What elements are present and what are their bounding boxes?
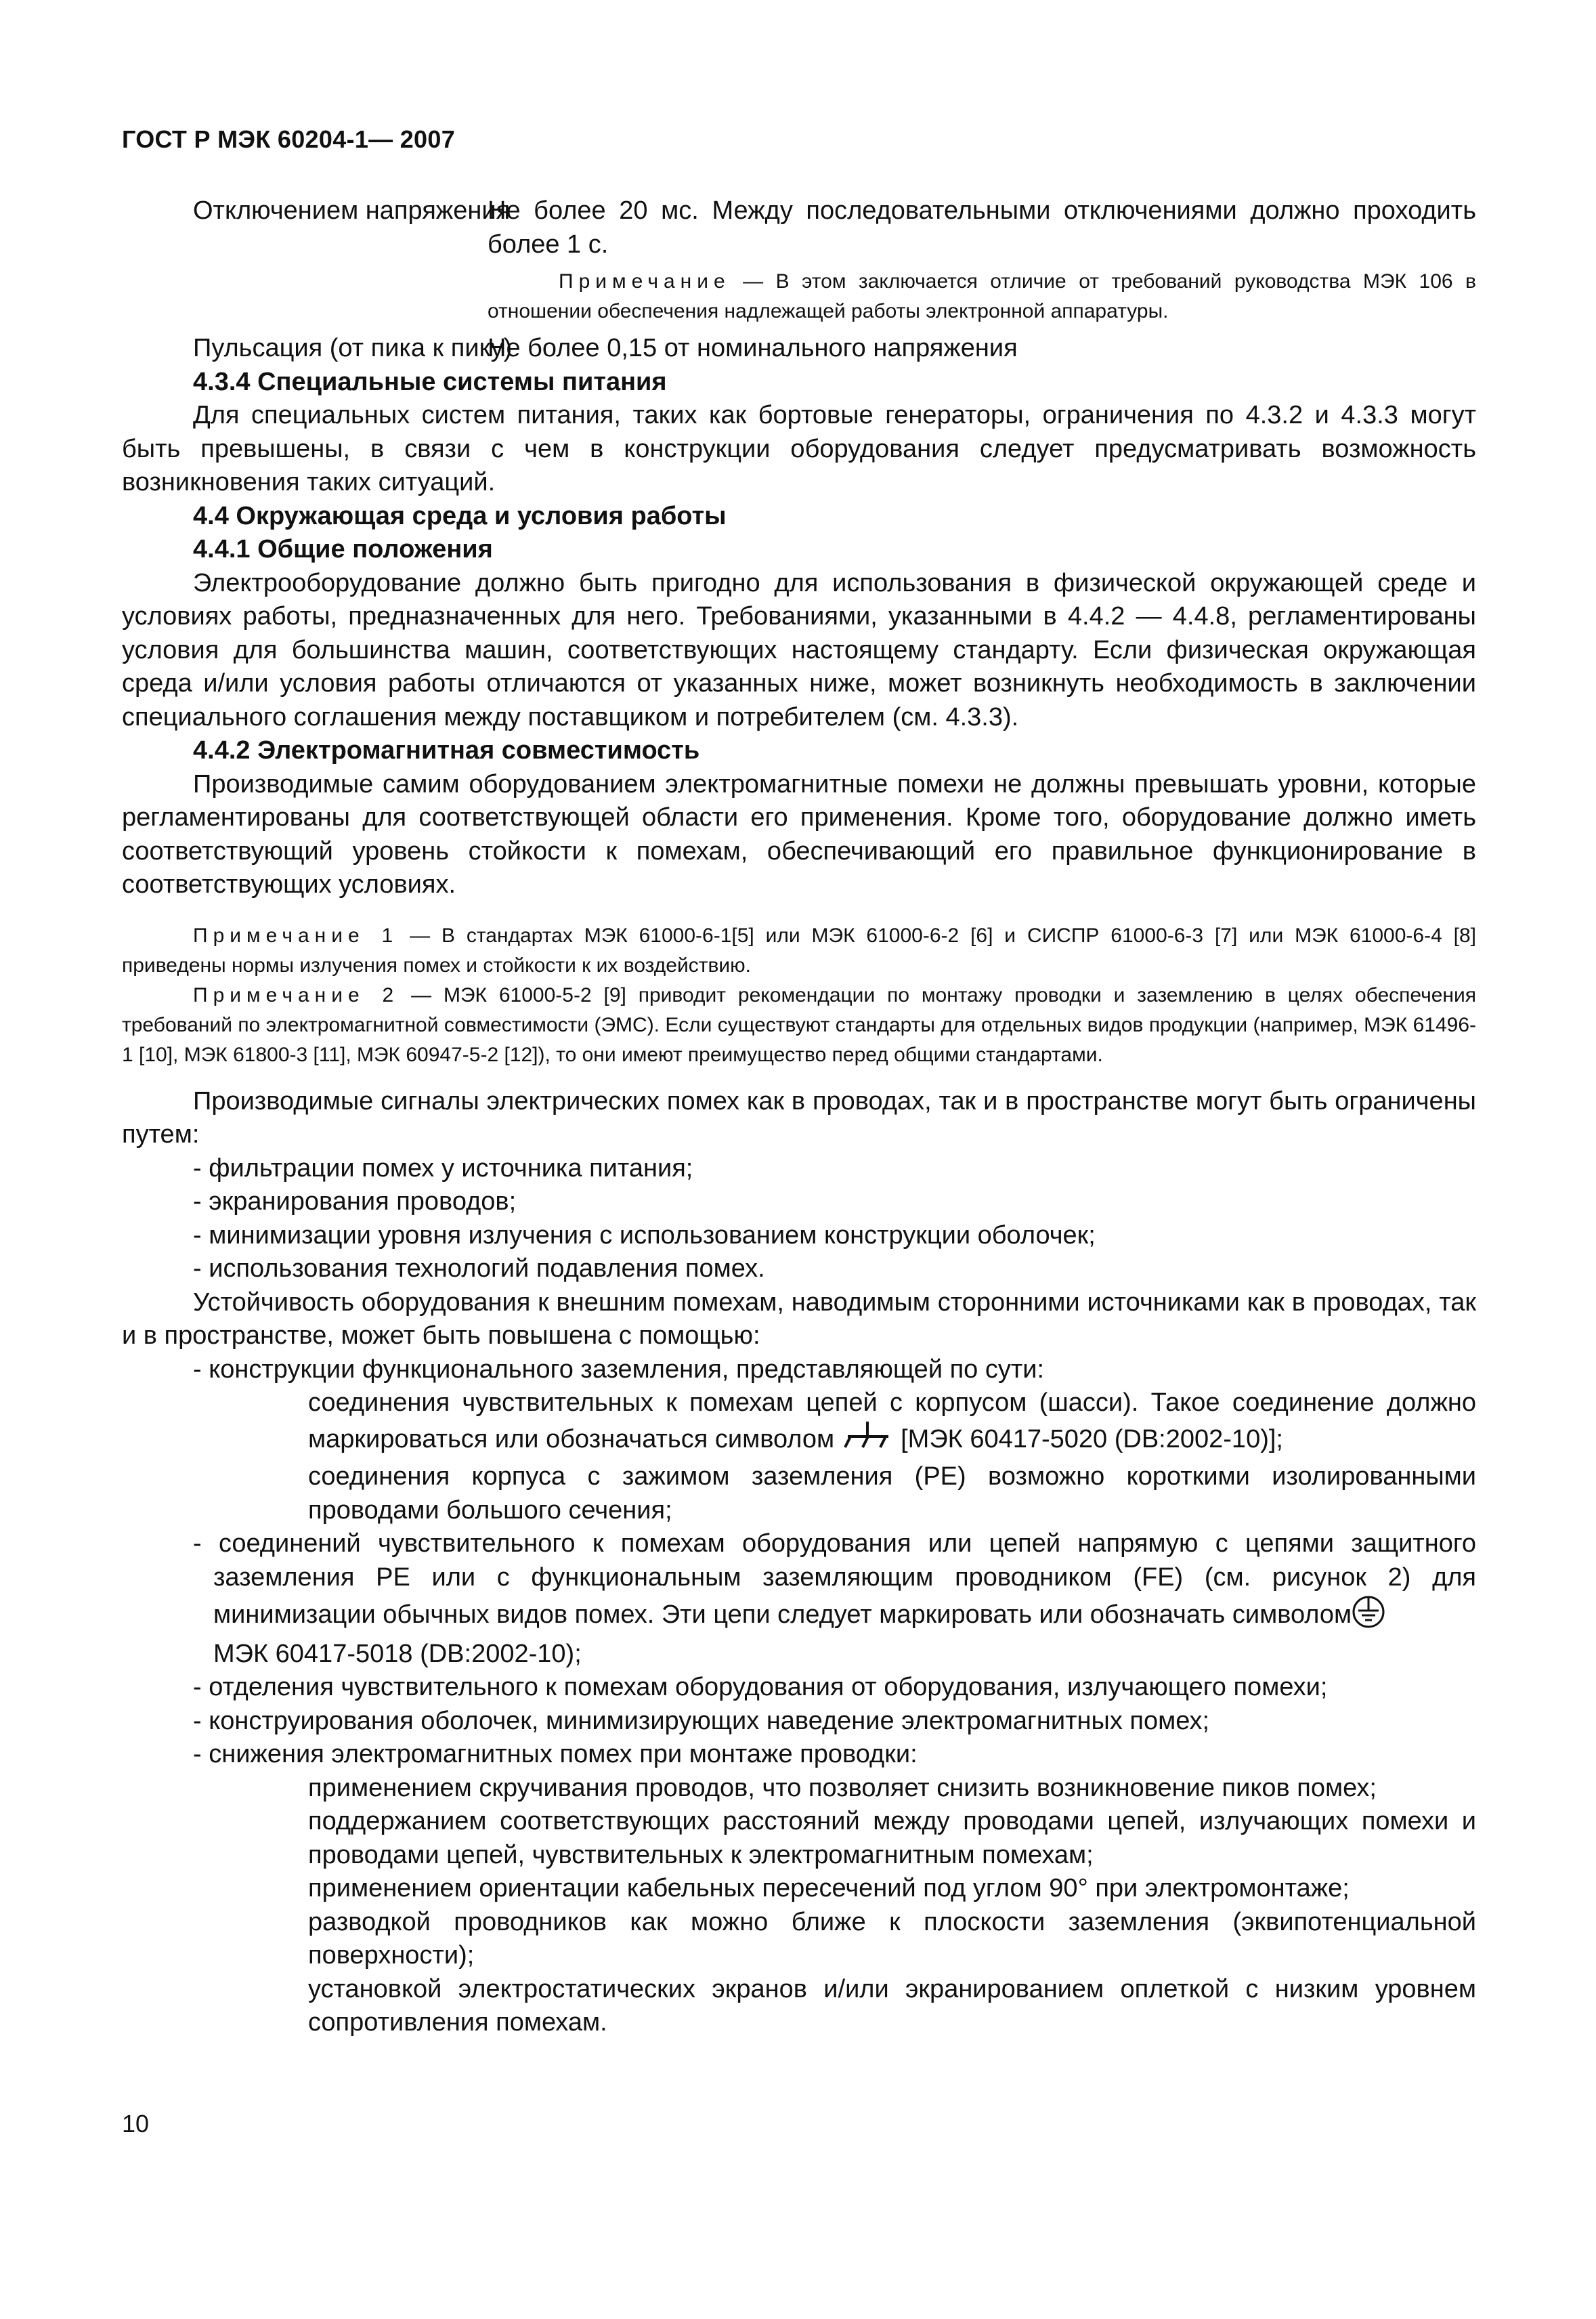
- list-item-pe: [122, 1527, 1476, 1671]
- list-item-text: МЭК 60417-5018 (DB:2002-10);: [213, 1639, 582, 1668]
- note-1: [122, 921, 1476, 981]
- section-heading-4-4: 4.4 Окружающая среда и условия работы: [193, 501, 727, 530]
- wiring-sub-item: применением ориентации кабельных пересечений под углом 90° при электромонтаже;: [308, 1874, 1350, 1902]
- notes-block: [122, 921, 1476, 1070]
- page-number: 10: [122, 2110, 150, 2137]
- section-heading-4-4-1: 4.4.1 Общие положения: [193, 535, 493, 563]
- document-header: ГОСТ Р МЭК 60204-1— 2007: [122, 125, 456, 153]
- sub-item-text: [МЭК 60417-5020 (DB:2002-10)];: [901, 1424, 1283, 1453]
- spec-note: [488, 267, 1476, 326]
- list-item: - минимизации уровня излучения с использованием конструкции оболочек;: [193, 1220, 1096, 1250]
- spec-value: Не более 0,15 от номинального напряжения: [488, 334, 1018, 362]
- list-item-functional-earth: - конструкции функционального заземления, представляющей по сути:: [193, 1355, 1045, 1384]
- list-item: - фильтрации помех у источника питания;: [193, 1153, 693, 1183]
- section-text-4-4-1: Электрооборудование должно быть пригодно для использования в физической окружающей среде и условиях работы, предназначенных для него. Требованиями, указанными в 4.4.2 — 4.4.8, регламентированы условия для большинства машин, соответствующих настоящему стандарту. Если физическая окружающая среда и/или условия работы отличаются от указанных ниже, может возникнуть необходимость в заключении специального соглашения между поставщиком и потребителем (см. 4.3.3).: [122, 568, 1476, 731]
- spec-row-interruption: [122, 194, 1476, 332]
- sub-item-pe: соединения корпуса с зажимом заземления (PE) возможно короткими изолированными проводами большого сечения;: [308, 1462, 1476, 1525]
- section-heading-4-3-4: 4.3.4 Специальные системы питания: [193, 367, 667, 396]
- limit-intro: Производимые сигналы электрических помех как в проводах, так и в пространстве могут быть ограничены путем:: [122, 1086, 1476, 1149]
- note-text: — МЭК 61000-5-2 [9] приводит рекомендации по монтажу проводки и заземлению в целях обеспечения требований по электромагнитной совместимости (ЭМС). Если существуют стандарты для отдельных видов продукции (например, МЭК 61496-1 [10], МЭК 61800-3 [11], МЭК 60947-5-2 [12]), то они имеют преимущество перед общими стандартами.: [122, 983, 1476, 1066]
- immunity-intro: Устойчивость оборудования к внешним помехам, наводимым сторонними источниками как в проводах, так и в пространстве, может быть повышена с помощью:: [122, 1288, 1476, 1350]
- spec-value: [488, 194, 1476, 332]
- spec-label: Отключением напряжения: [193, 196, 511, 225]
- note-text: — В стандартах МЭК 61000-6-1[5] или МЭК 61000-6-2 [6] и СИСПР 61000-6-3 [7] или МЭК 61000-6-4 [8] приведены нормы излучения помех и стойкости к их воздействию.: [122, 924, 1476, 977]
- list-item: - снижения электромагнитных помех при монтаже проводки:: [193, 1740, 918, 1768]
- wiring-sub-item: разводкой проводников как можно ближе к плоскости заземления (эквипотенциальной поверхности);: [308, 1907, 1476, 1970]
- note-2: [122, 981, 1476, 1070]
- spec-row-ripple: [122, 332, 1476, 366]
- list-item-text: - соединений чувствительного к помехам оборудования или цепей напрямую с цепями защитного заземления PE или с функциональным заземляющим проводником (FE) (см. рисунок 2) для минимизации обычных видов помех. Эти цепи следует маркировать или обозначать символом: [193, 1529, 1476, 1629]
- note-text: — В этом заключается отличие от требований руководства МЭК 106 в отношении обеспечения надлежащей работы электронной аппаратуры.: [488, 270, 1476, 322]
- section-text-4-4-2: Производимые самим оборудованием электромагнитные помехи не должны превышать уровни, которые регламентированы для соответствующей области его применения. Кроме того, оборудование должно иметь соответствующий уровень стойкости к помехам, обеспечивающий его правильное функционирование в соответствующих условиях.: [122, 769, 1476, 899]
- wiring-sub-item: установкой электростатических экранов и/или экранированием оплеткой с низким уровнем сопротивления помехам.: [308, 1974, 1476, 2037]
- section-text-4-3-4: Для специальных систем питания, таких как бортовые генераторы, ограничения по 4.3.2 и 4.3.3 могут быть превышены, в связи с чем в конструкции оборудования следует предусматривать возможность возникновения таких ситуаций.: [122, 401, 1476, 496]
- sub-item-text: соединения чувствительных к помехам цепей с корпусом (шасси). Такое соединение должно маркироваться или обозначаться символом: [308, 1388, 1476, 1453]
- sub-item-chassis: [122, 1386, 1476, 1460]
- document-page: [122, 125, 1476, 2225]
- section-heading-4-4-2: 4.4.2 Электромагнитная совместимость: [193, 736, 700, 765]
- note-label: Примечание 2: [193, 983, 400, 1006]
- note-label: Примечание: [559, 270, 731, 293]
- wiring-sub-item: применением скручивания проводов, что позволяет снизить возникновение пиков помех;: [308, 1773, 1377, 1802]
- wiring-sub-item: поддержанием соответствующих расстояний между проводами цепей, излучающих помехи и проводами цепей, чувствительных к электромагнитным помехам;: [308, 1807, 1476, 1869]
- functional-earth-icon: [1365, 1594, 1392, 1638]
- list-item: - использования технологий подавления помех.: [193, 1254, 765, 1283]
- list-item: - конструирования оболочек, минимизирующих наведение электромагнитных помех;: [193, 1706, 1210, 1735]
- spec-label: Пульсация (от пика к пику): [193, 334, 513, 362]
- spec-value-text: Не более 20 мс. Между последовательными отключениями должно проходить более 1 с.: [488, 196, 1476, 259]
- note-label: Примечание 1: [193, 924, 399, 947]
- chassis-ground-icon: [844, 1420, 891, 1461]
- list-item: - отделения чувствительного к помехам оборудования от оборудования, излучающего помехи;: [193, 1673, 1328, 1701]
- list-item: - экранирования проводов;: [193, 1187, 517, 1216]
